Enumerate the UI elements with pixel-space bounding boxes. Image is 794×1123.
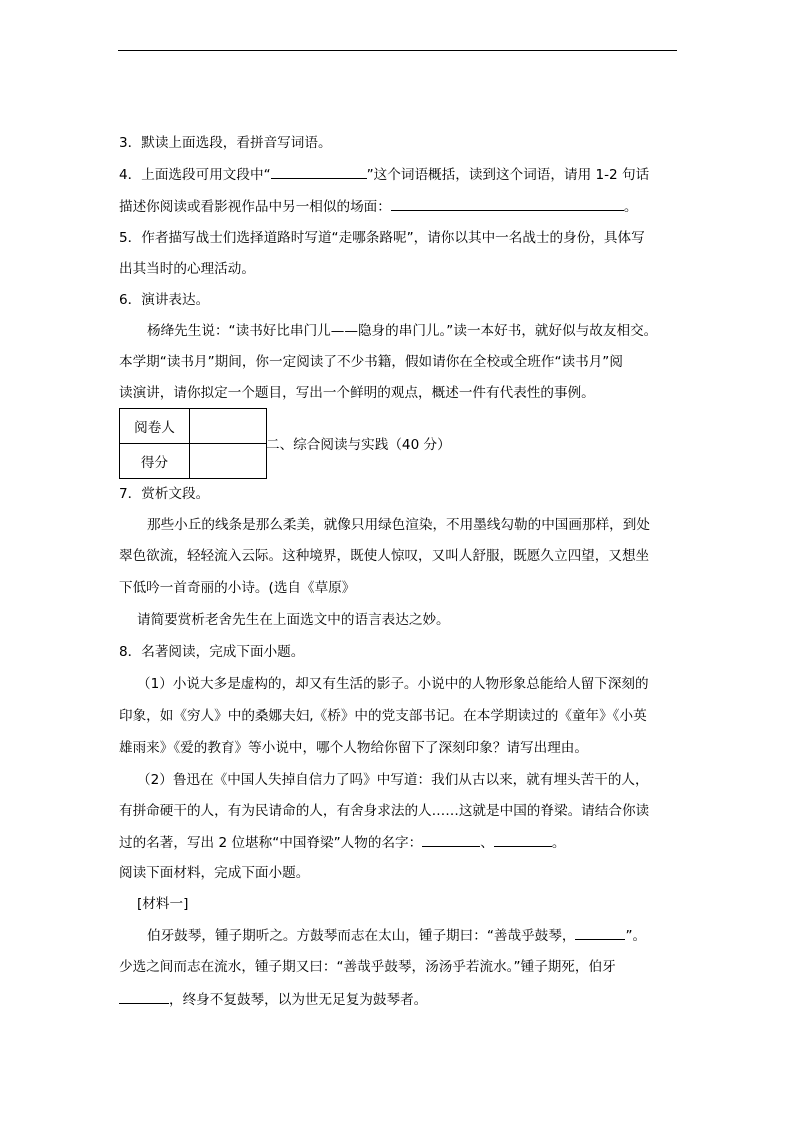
score-label: 得分 [120, 444, 190, 479]
material-text-b: ”。 [625, 928, 647, 944]
reviewer-cell[interactable] [190, 409, 267, 444]
material-label: [材料一] [137, 896, 189, 912]
q8-text-b: 、 [480, 835, 494, 851]
question-7-line-4: 请简要赏析老舍先生在上面选文中的语言表达之妙。 [137, 612, 450, 628]
material-text-c: ，终身不复鼓琴，以为世无足复为鼓琴者。 [169, 992, 428, 1008]
q4-text-a: 4．上面选段可用文段中“ [119, 167, 271, 183]
material-line-1 [147, 926, 646, 945]
section-title: 二、综合阅读与实践（40 分） [266, 437, 451, 453]
q8-text-a: 过的名著，写出 2 位堪称“中国脊梁”人物的名字： [119, 835, 423, 851]
material-line-2: 少选之间而志在流水，锺子期又曰：“善哉乎鼓琴，汤汤乎若流水。”锺子期死，伯牙 [119, 959, 616, 975]
score-table [119, 408, 267, 479]
question-8-p1-line-1: （1）小说大多是虚构的，却又有生活的影子。小说中的人物形象总能给人留下深刻的 [137, 676, 649, 692]
material-blank-2[interactable] [119, 990, 169, 1004]
q8-text-c: 。 [551, 835, 566, 851]
material-text-a: 伯牙鼓琴，锺子期听之。方鼓琴而志在太山，锺子期曰：“善哉乎鼓琴， [147, 928, 576, 944]
question-5-line-2: 出其当时的心理活动。 [119, 261, 255, 277]
question-8-p2-line-3 [119, 833, 565, 852]
reading-intro: 阅读下面材料，完成下面小题。 [119, 865, 310, 881]
material-blank-1[interactable] [575, 926, 625, 940]
question-6-title: 6．演讲表达。 [119, 292, 210, 308]
q8-blank-name-1[interactable] [422, 833, 480, 847]
question-8-p2-line-2: 有拼命硬干的人，有为民请命的人，有舍身求法的人……这就是中国的脊梁。请结合你读 [119, 803, 650, 819]
q4-text-d: 。 [623, 199, 638, 215]
question-7-line-2: 翠色欲流，轻轻流入云际。这种境界，既使人惊叹，又叫人舒服，既愿久立四望，又想坐 [119, 548, 650, 564]
question-8-p2-line-1: （2）鲁迅在《中国人失掉自信力了吗》中写道：我们从古以来，就有埋头苦干的人， [137, 772, 649, 788]
header-rule [118, 50, 677, 51]
question-6-line-1: 杨绛先生说：“读书好比串门儿——隐身的串门儿。”读一本好书，就好似与故友相交。 [147, 323, 658, 339]
question-6-line-3: 读演讲，请你拟定一个题目，写出一个鲜明的观点，概述一件有代表性的事例。 [119, 385, 595, 401]
question-7-line-3: 下低吟一首奇丽的小诗。(选自《草原》 [119, 580, 356, 596]
q4-text-b: ”这个词语概括，读到这个词语，请用 1-2 句话 [366, 167, 650, 183]
question-7-title: 7．赏析文段。 [119, 486, 210, 502]
question-4-line-1 [119, 165, 649, 184]
question-7-line-1: 那些小丘的线条是那么柔美，就像只用绿色渲染，不用墨线勾勒的中国画那样，到处 [147, 517, 650, 533]
material-line-3 [119, 990, 427, 1009]
question-6-line-2: 本学期“读书月”期间，你一定阅读了不少书籍，假如请你在全校或全班作“读书月”阅 [119, 354, 623, 370]
question-3: 3．默读上面选段，看拼音写词语。 [119, 135, 332, 151]
q4-text-c: 描述你阅读或看影视作品中另一相似的场面： [119, 199, 391, 215]
q4-blank-word[interactable] [271, 165, 367, 179]
q4-blank-scene[interactable] [391, 197, 624, 211]
q8-blank-name-2[interactable] [494, 833, 552, 847]
question-8-p1-line-2: 印象，如《穷人》中的桑娜夫妇,《桥》中的党支部书记。在本学期读过的《童年》《小英 [119, 708, 647, 724]
question-4-line-2 [119, 197, 637, 216]
question-8-title: 8．名著阅读，完成下面小题。 [119, 644, 305, 660]
question-5-line-1: 5．作者描写战士们选择道路时写道“走哪条路呢”，请你以其中一名战士的身份，具体写 [119, 230, 645, 246]
reviewer-label: 阅卷人 [120, 409, 190, 444]
score-cell[interactable] [190, 444, 267, 479]
question-8-p1-line-3: 雄雨来》《爱的教育》等小说中，哪个人物给你留下了深刻印象？请写出理由。 [119, 740, 588, 756]
